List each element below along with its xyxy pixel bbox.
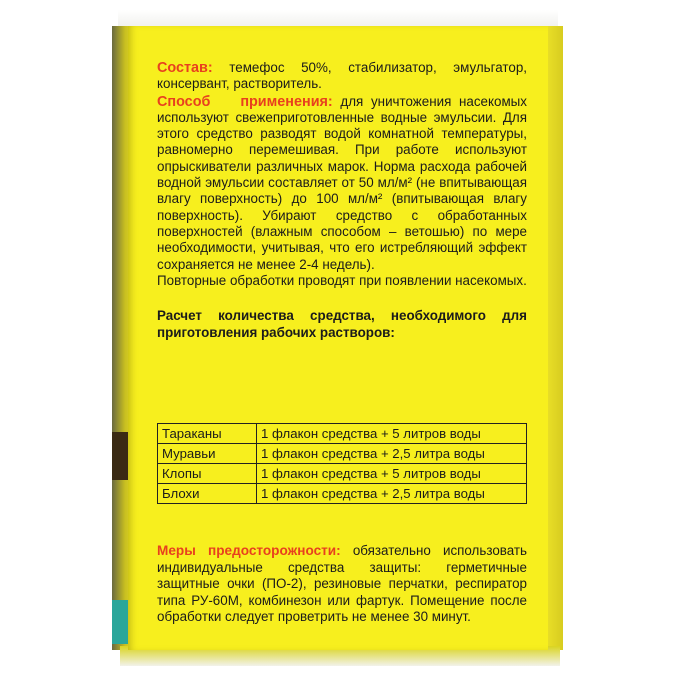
dose-cell: 1 флакон средства + 2,5 литра воды [257,484,527,504]
precautions-text: обязательно использовать индивидуальные средства защиты: герметичные защитные очки (ПО-2), резиновые перчатки, респиратор типа РУ-60М, комбинезон или фартук. Помещение после обработки следует проветрить не менее 30 минут. [157,543,527,625]
calc-heading: Расчет количества средства, необходимого для приготовления рабочих растворов: [157,308,527,341]
table-row [158,484,527,504]
composition-text: темефос 50%, стабилизатор, эмульгатор, консервант, растворитель. [157,60,527,92]
instructions-text [157,60,527,341]
insect-cell: Блохи [158,484,257,504]
dose-cell: 1 флакон средства + 2,5 литра воды [257,444,527,464]
composition-title: Состав: [157,60,213,76]
precautions-paragraph [157,543,527,625]
table-row [158,424,527,444]
table-row [158,464,527,484]
usage-paragraph [157,94,527,273]
repeat-paragraph: Повторные обработки проводят при появлении насекомых. [157,272,527,288]
insect-cell: Клопы [158,464,257,484]
table-row [158,444,527,464]
usage-title: Способ применения: [157,93,333,110]
precautions-title: Меры предосторожности: [157,543,341,559]
insect-cell: Муравьи [158,444,257,464]
dose-cell: 1 флакон средства + 5 литров воды [257,424,527,444]
usage-text: для уничтожения насекомых используют свежеприготовленные водные эмульсии. Для этого средство разводят водой комнатной температуры, равномерно перемешивая. При работе используют опрыскиватели различных марок. Норма расхода рабочей водной эмульсии составляет от 50 мл/м² (не впитывающая влагу поверхность) до 100 мл/м² (впитывающая влагу поверхность). Убирают средство с обработанных поверхностей (влажным способом – ветошью) по мере необходимости, учитывая, что его истребляющий эффект сохраняется не менее 2-4 недель). [157,93,527,272]
composition-paragraph [157,60,527,93]
dosage-table [157,423,527,504]
insect-cell: Тараканы [158,424,257,444]
dose-cell: 1 флакон средства + 5 литров воды [257,464,527,484]
